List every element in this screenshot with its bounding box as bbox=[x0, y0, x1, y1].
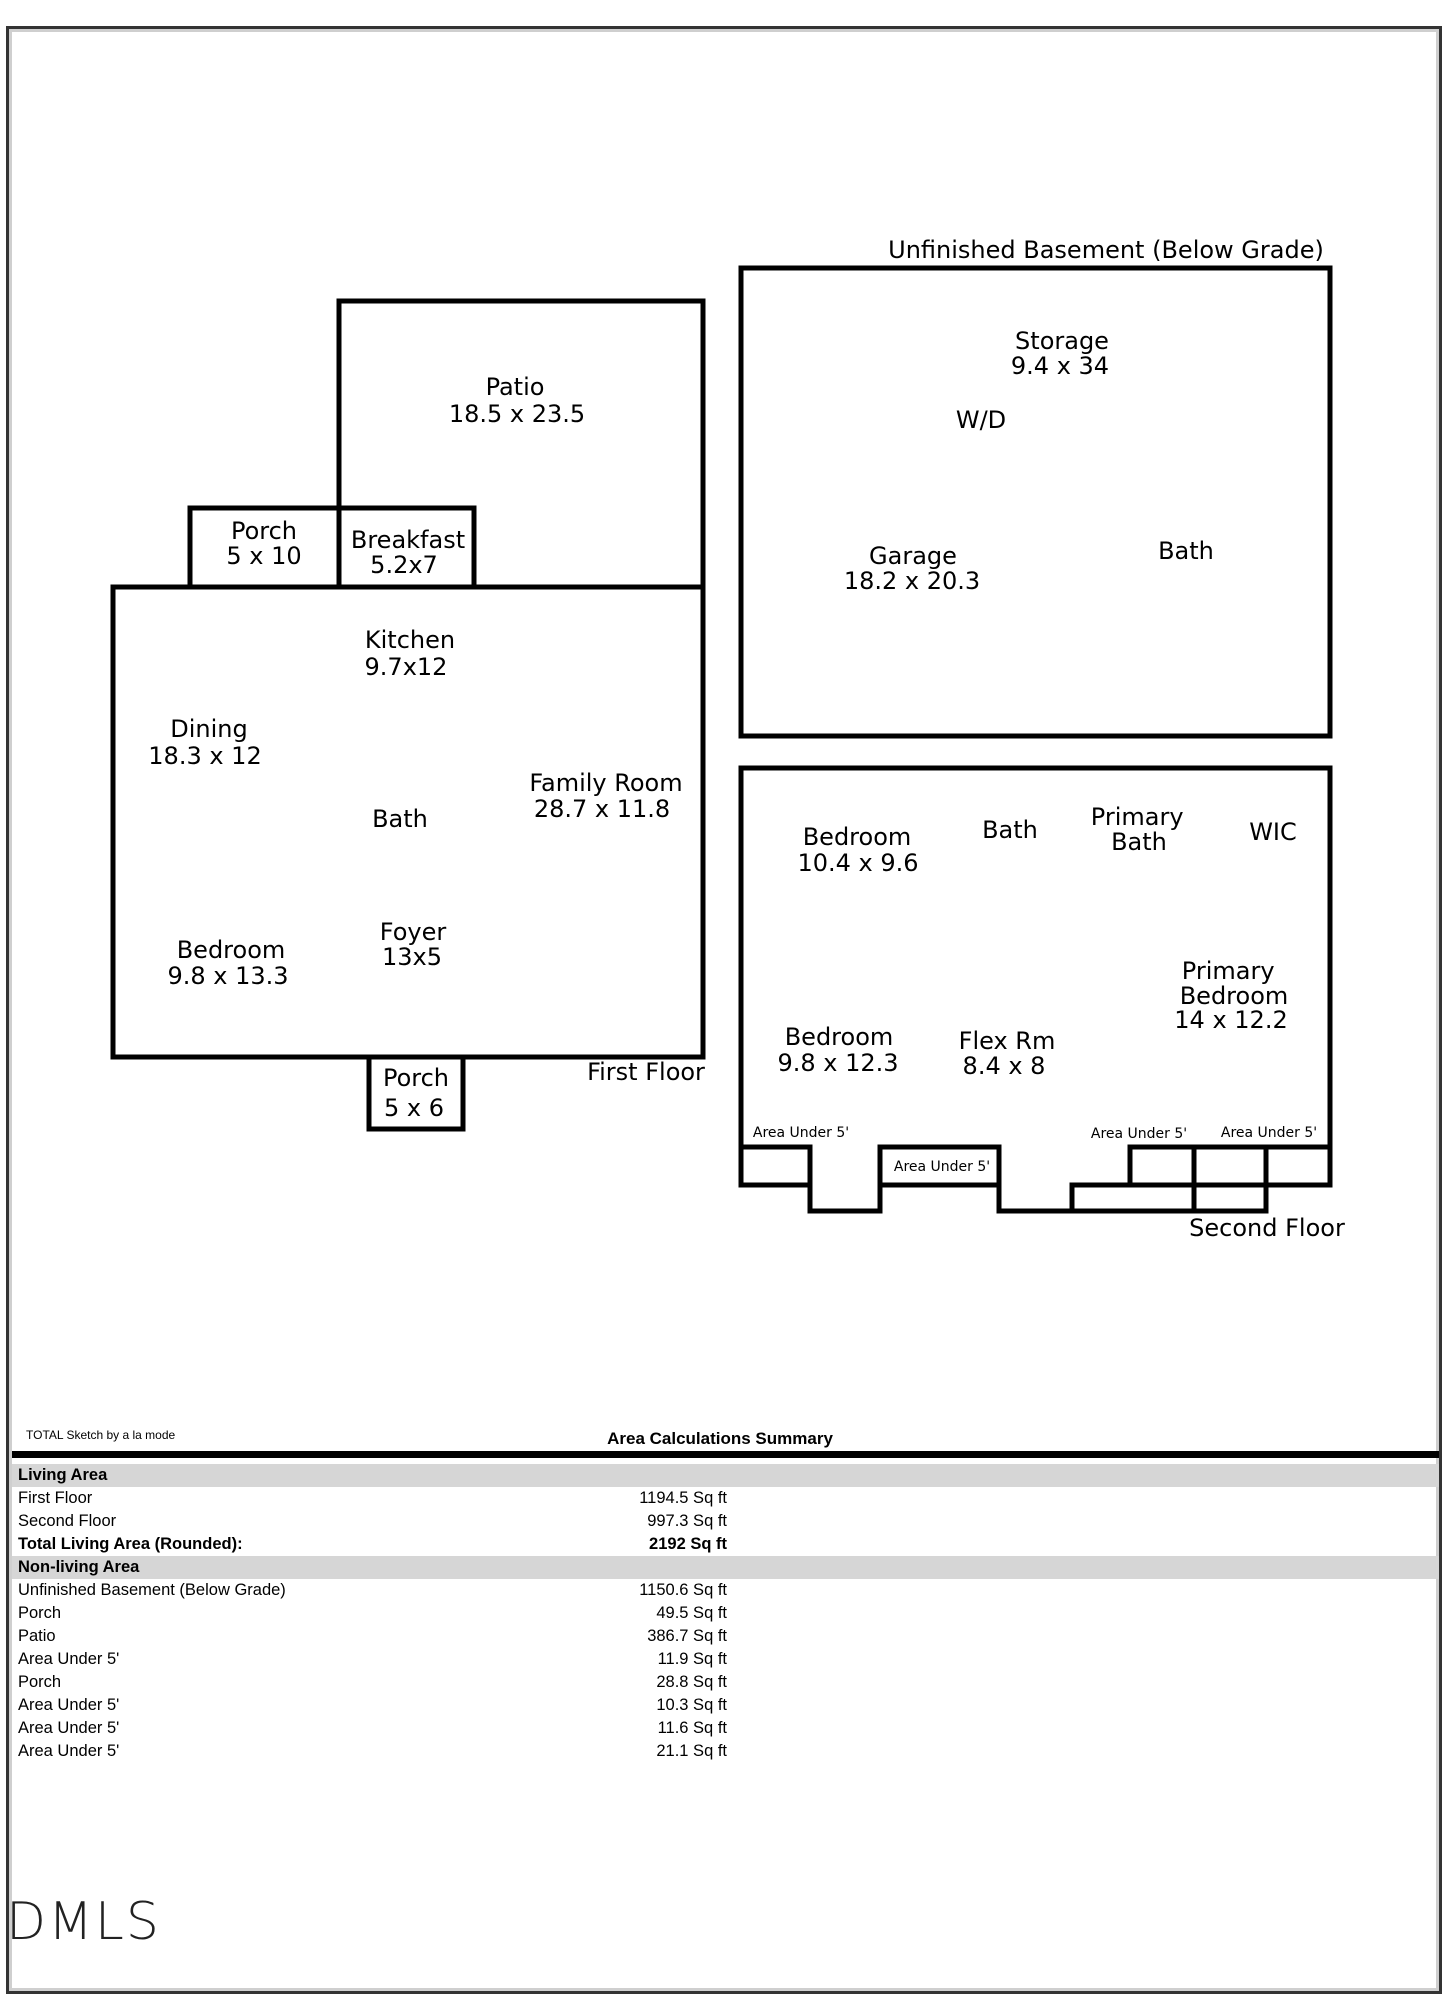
front-porch-dim: 5 x 6 bbox=[384, 1094, 444, 1122]
storage-name: Storage bbox=[1015, 327, 1109, 355]
row-value: 11.9 Sq ft bbox=[657, 1650, 727, 1668]
garage-dim: 18.2 x 20.3 bbox=[843, 567, 981, 595]
row-name: Area Under 5' bbox=[18, 1696, 120, 1714]
row-name: Second Floor bbox=[18, 1512, 117, 1530]
row-name: Unfinished Basement (Below Grade) bbox=[18, 1581, 286, 1599]
row-value: 1150.6 Sq ft bbox=[639, 1581, 727, 1599]
svg-text:Flex Rm bbox=[959, 1027, 1056, 1055]
primary-bedroom-dim: 14 x 12.2 bbox=[1174, 1006, 1288, 1034]
svg-text:9.7x12 bbox=[365, 653, 448, 681]
svg-text:8.4 x 8 bbox=[963, 1052, 1046, 1080]
back-porch-dim: 5 x 10 bbox=[226, 542, 302, 570]
svg-text:Bedroom bbox=[803, 823, 912, 851]
svg-text:Foyer bbox=[380, 918, 447, 946]
svg-text:Area Under 5' bbox=[753, 1125, 849, 1141]
svg-text:13x5 bbox=[382, 943, 442, 971]
row-name: Area Under 5' bbox=[18, 1742, 120, 1760]
row-value: 49.5 Sq ft bbox=[656, 1604, 727, 1622]
dmls-logo: DMLS bbox=[6, 1892, 161, 1952]
second-floor-bedroom-1-name: Bedroom bbox=[802, 823, 912, 851]
first-floor-bath-name: Bath bbox=[372, 805, 428, 833]
front-porch-name: Porch bbox=[382, 1064, 450, 1092]
table-row bbox=[12, 1625, 1439, 1648]
table-row bbox=[12, 1510, 1439, 1533]
svg-text:Area Under 5' bbox=[1221, 1125, 1317, 1141]
svg-text:Porch bbox=[383, 1064, 449, 1092]
svg-text:Bedroom bbox=[785, 1023, 894, 1051]
svg-text:Porch bbox=[231, 517, 297, 545]
table-row bbox=[12, 1648, 1439, 1671]
basement-bath-name: Bath bbox=[1158, 537, 1214, 565]
dining-name: Dining bbox=[170, 715, 248, 743]
svg-text:5 x 6 bbox=[384, 1094, 444, 1122]
svg-text:Patio bbox=[486, 373, 545, 401]
svg-text:First Floor bbox=[587, 1058, 705, 1086]
wd-name: W/D bbox=[955, 406, 1007, 434]
patio-dim: 18.5 x 23.5 bbox=[448, 400, 586, 428]
table-row bbox=[12, 1671, 1439, 1694]
flex-rm-dim: 8.4 x 8 bbox=[962, 1052, 1046, 1080]
primary-bedroom-label bbox=[1180, 957, 1289, 1010]
svg-text:Area Under 5' bbox=[1091, 1126, 1187, 1142]
living-area-header bbox=[12, 1464, 1439, 1487]
foyer-dim: 13x5 bbox=[381, 943, 443, 971]
total-living-label: Total Living Area (Rounded): bbox=[18, 1535, 243, 1553]
area-under-label-4: Area Under 5' bbox=[1220, 1125, 1318, 1141]
svg-text:Breakfast bbox=[351, 526, 465, 554]
dining-dim: 18.3 x 12 bbox=[148, 742, 262, 770]
svg-text:Family Room bbox=[529, 769, 682, 797]
first-floor-caption: First Floor bbox=[587, 1058, 705, 1086]
first-floor-bedroom-name: Bedroom bbox=[176, 936, 286, 964]
row-value: 386.7 Sq ft bbox=[647, 1627, 727, 1645]
svg-text:9.4 x 34 bbox=[1011, 352, 1109, 380]
svg-text:Garage bbox=[869, 542, 957, 570]
row-name: Area Under 5' bbox=[18, 1719, 120, 1737]
row-value: 10.3 Sq ft bbox=[656, 1696, 727, 1714]
row-name: Patio bbox=[18, 1627, 56, 1645]
row-value: 28.8 Sq ft bbox=[656, 1673, 727, 1691]
primary-bath-label bbox=[1091, 803, 1191, 856]
kitchen-dim: 9.7x12 bbox=[364, 653, 448, 681]
row-value: 1194.5 Sq ft bbox=[639, 1489, 727, 1507]
primary-bath-name-line2: Bath bbox=[1111, 828, 1167, 856]
svg-text:Bath bbox=[982, 816, 1038, 844]
svg-text:Unfinished Basement (Below Gra bbox=[888, 236, 1324, 264]
svg-text:9.8 x 13.3 bbox=[167, 962, 288, 990]
svg-text:18.3 x 12 bbox=[148, 742, 261, 770]
row-value: 997.3 Sq ft bbox=[647, 1512, 727, 1530]
svg-text:Bath bbox=[372, 805, 428, 833]
second-floor-bedroom-2-dim: 9.8 x 12.3 bbox=[777, 1049, 899, 1077]
svg-text:Area Under 5' bbox=[894, 1159, 990, 1175]
row-name: Porch bbox=[18, 1604, 62, 1622]
area-under-label-3: Area Under 5' bbox=[1090, 1126, 1188, 1142]
second-floor-caption: Second Floor bbox=[1189, 1214, 1345, 1242]
table-row bbox=[12, 1694, 1439, 1717]
patio-name: Patio bbox=[485, 373, 545, 401]
basement-caption: Unfinished Basement (Below Grade) bbox=[888, 236, 1324, 264]
row-name: Porch bbox=[18, 1673, 62, 1691]
kitchen-name: Kitchen bbox=[364, 626, 456, 654]
garage-name: Garage bbox=[869, 542, 957, 570]
first-floor-bedroom-dim: 9.8 x 13.3 bbox=[167, 962, 289, 990]
svg-text:Bath bbox=[1158, 537, 1214, 565]
svg-text:10.4 x 9.6 bbox=[797, 849, 918, 877]
table-row bbox=[12, 1740, 1439, 1763]
svg-text:14 x 12.2 bbox=[1174, 1006, 1287, 1034]
row-name: First Floor bbox=[18, 1489, 93, 1507]
total-living-value: 2192 Sq ft bbox=[649, 1535, 727, 1553]
family-room-dim: 28.7 x 11.8 bbox=[533, 795, 671, 823]
second-floor-area-under-outline bbox=[741, 1147, 1330, 1211]
nonliving-area-header bbox=[12, 1556, 1439, 1579]
svg-text:5.2x7 bbox=[370, 551, 438, 579]
back-porch-name: Porch bbox=[230, 517, 298, 545]
table-row bbox=[12, 1717, 1439, 1740]
summary-title: Area Calculations Summary bbox=[607, 1429, 833, 1448]
table-row bbox=[12, 1579, 1439, 1602]
svg-text:Kitchen bbox=[365, 626, 455, 654]
breakfast-dim: 5.2x7 bbox=[370, 551, 438, 579]
area-under-label-2: Area Under 5' bbox=[893, 1159, 991, 1175]
row-name: Area Under 5' bbox=[18, 1650, 120, 1668]
svg-text:9.8 x 12.3 bbox=[777, 1049, 898, 1077]
living-area-header-label: Living Area bbox=[18, 1466, 108, 1484]
svg-text:Storage bbox=[1015, 327, 1109, 355]
storage-dim: 9.4 x 34 bbox=[1010, 352, 1110, 380]
foyer-name: Foyer bbox=[379, 918, 447, 946]
area-under-label-1: Area Under 5' bbox=[752, 1125, 850, 1141]
second-floor-bedroom-1-dim: 10.4 x 9.6 bbox=[797, 849, 919, 877]
second-floor-bedroom-2-name: Bedroom bbox=[784, 1023, 894, 1051]
svg-text:WIC bbox=[1249, 818, 1297, 846]
row-value: 11.6 Sq ft bbox=[657, 1719, 727, 1737]
svg-text:28.7 x 11.8 bbox=[534, 795, 670, 823]
second-floor-bath-name: Bath bbox=[982, 816, 1038, 844]
svg-text:5 x 10 bbox=[226, 542, 301, 570]
wic-name: WIC bbox=[1249, 818, 1297, 846]
total-living-row bbox=[12, 1533, 1439, 1556]
primary-bedroom-name-line1: Primary bbox=[1181, 957, 1275, 985]
area-summary-table bbox=[12, 1464, 1439, 1763]
svg-text:Dining bbox=[170, 715, 247, 743]
svg-text:18.2 x 20.3 bbox=[844, 567, 980, 595]
primary-bath-name-line1: Primary bbox=[1090, 803, 1184, 831]
summary-rule bbox=[12, 1451, 1439, 1458]
svg-text:18.5 x 23.5 bbox=[449, 400, 585, 428]
table-row bbox=[12, 1602, 1439, 1625]
nonliving-area-header-label: Non-living Area bbox=[18, 1558, 140, 1576]
flex-rm-name: Flex Rm bbox=[958, 1027, 1056, 1055]
svg-text:Bedroom bbox=[177, 936, 286, 964]
breakfast-name: Breakfast bbox=[350, 526, 466, 554]
sketch-credit: TOTAL Sketch by a la mode bbox=[26, 1428, 176, 1442]
row-value: 21.1 Sq ft bbox=[656, 1742, 727, 1760]
table-row bbox=[12, 1487, 1439, 1510]
svg-text:Second Floor bbox=[1189, 1214, 1345, 1242]
primary-bedroom-name-line2: Bedroom bbox=[1179, 982, 1289, 1010]
family-room-name: Family Room bbox=[529, 769, 683, 797]
svg-text:W/D bbox=[956, 406, 1006, 434]
